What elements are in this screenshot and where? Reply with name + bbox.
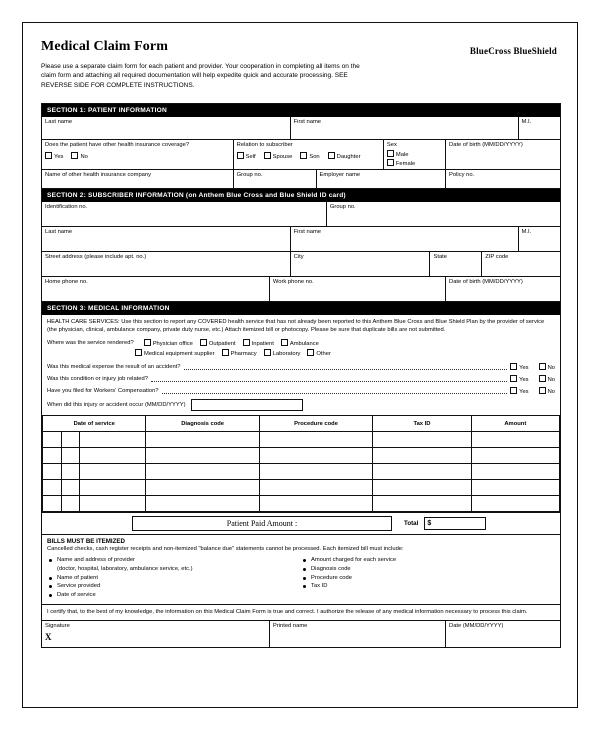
group-no-field-2[interactable]	[327, 202, 560, 226]
patient-last-name-label: Last name	[45, 119, 73, 125]
question-workers-comp-row	[42, 385, 560, 397]
checkbox-icon[interactable]	[510, 363, 517, 370]
patient-mi-field[interactable]	[519, 117, 560, 139]
home-phone-label: Home phone no.	[45, 278, 88, 285]
other-coverage-label: Does the patient have other health insurance coverage?	[45, 142, 190, 148]
cell-amount[interactable]	[471, 464, 559, 480]
rendered-outpatient[interactable]	[200, 339, 236, 347]
rendered-outpatient-label: Outpatient	[208, 341, 236, 348]
table-row[interactable]	[43, 496, 560, 512]
cell-amount[interactable]	[471, 448, 559, 464]
total-label: Total	[404, 520, 419, 528]
list-item-sub: (doctor, hospital, laboratory, ambulance service, etc.)	[57, 565, 193, 572]
rendered-pharmacy-label: Pharmacy	[230, 351, 257, 358]
table-row[interactable]	[43, 480, 560, 496]
checkbox-icon[interactable]	[539, 363, 546, 370]
sex-label: Sex	[386, 142, 397, 148]
printed-name-field[interactable]	[270, 621, 446, 647]
checkbox-icon[interactable]	[510, 375, 517, 382]
page-title: Medical Claim Form	[41, 39, 168, 54]
other-coverage-yes[interactable]	[45, 152, 63, 160]
rendered-inpatient-label: Inpatient	[251, 341, 274, 348]
checkbox-icon[interactable]	[281, 339, 288, 346]
group-no-label-2: Group no.	[329, 203, 356, 210]
other-coverage-yes-label: Yes	[54, 153, 64, 160]
signature-date-label: Date (MM/DD/YYYY)	[449, 622, 504, 629]
checkbox-icon[interactable]	[387, 150, 394, 157]
question-accident-yes[interactable]	[510, 363, 528, 371]
table-row[interactable]	[43, 432, 560, 448]
home-phone-field[interactable]	[42, 277, 270, 301]
policy-no-field[interactable]	[446, 170, 560, 188]
bills-itemized-title: BILLS MUST BE ITEMIZED	[42, 534, 560, 546]
question-job-related-yes-label: Yes	[519, 377, 529, 384]
th-tax-id: Tax ID	[373, 416, 471, 432]
sex-option-female-label: Female	[395, 161, 416, 168]
question-workers-comp-label: Have you filed for Workers' Compensation?	[47, 388, 159, 395]
patient-dob-label: Date of birth (MM/DD/YYYY)	[449, 142, 523, 148]
signature-field[interactable]	[42, 621, 270, 647]
subscriber-last-name-field[interactable]	[42, 227, 291, 251]
cell-amount[interactable]	[471, 480, 559, 496]
cell-tax-id[interactable]	[373, 432, 471, 448]
section-1-bar: SECTION 1: PATIENT INFORMATION	[42, 104, 560, 117]
printed-name-label: Printed name	[272, 622, 308, 629]
identification-no-field[interactable]	[42, 202, 327, 226]
checkbox-icon[interactable]	[264, 349, 271, 356]
state-label: State	[433, 253, 448, 260]
section-2-phone-row	[42, 276, 560, 301]
checkbox-icon[interactable]	[45, 152, 52, 159]
injury-date-input[interactable]	[191, 399, 303, 411]
other-coverage-field[interactable]	[42, 140, 234, 169]
rendered-inpatient[interactable]	[243, 339, 274, 347]
rendered-medical-equipment[interactable]	[135, 349, 215, 357]
patient-last-name-field[interactable]	[42, 117, 291, 139]
cell-tax-id[interactable]	[373, 480, 471, 496]
rendered-other-label: Other	[316, 351, 331, 358]
signature-label: Signature	[45, 622, 70, 629]
intro-text: Please use a separate claim form for each patient and provider. Your cooperation in completing all items on the claim form and attaching all required documentation will help expedite quick and accurate processing. SEE REVERSE SIDE FOR COMPLETE INSTRUCTIONS.	[41, 63, 360, 89]
subscriber-first-name-label: First name	[293, 228, 322, 235]
relation-option-son[interactable]	[300, 152, 319, 160]
bills-itemized-note: Cancelled checks, cash register receipts and non-itemized "balance due" statements cannot be processed. Each itemized bill must include:	[47, 546, 404, 553]
rendered-other[interactable]	[307, 349, 331, 357]
signature-x-mark: X	[45, 631, 52, 642]
list-item: Service provided	[47, 582, 301, 591]
list-item: Tax ID	[301, 582, 555, 591]
cell-procedure-code[interactable]	[259, 432, 372, 448]
dot-leader	[162, 386, 508, 394]
cell-date-of-service[interactable]	[43, 432, 146, 448]
bullets-left-column	[47, 556, 301, 599]
checkbox-icon[interactable]	[71, 152, 78, 159]
subscriber-first-name-field[interactable]	[291, 227, 519, 251]
patient-dob-field[interactable]	[446, 140, 560, 169]
rendered-ambulance[interactable]	[281, 339, 319, 347]
cell-procedure-code[interactable]	[259, 448, 372, 464]
section-3-bar: SECTION 3: MEDICAL INFORMATION	[42, 301, 560, 315]
question-workers-comp-no-label: No	[547, 389, 555, 396]
section-2-id-row	[42, 202, 560, 226]
list-item: Procedure code	[301, 574, 555, 583]
healthcare-services-text: HEALTH CARE SERVICES: Use this section to report any COVERED health service that has not already been reported to this Anthem Blue Cross and Blue Shield Plan by the provider of service (the physician, clinical, ambulance company, private duty nurse, etc.) Attach itemized bill or photocopy. Please be sure that duplicate bills are not submitted.	[47, 318, 545, 333]
cell-amount[interactable]	[471, 496, 559, 512]
signature-date-field[interactable]	[446, 621, 560, 647]
cell-diagnosis-code[interactable]	[146, 448, 259, 464]
checkbox-icon[interactable]	[135, 349, 142, 356]
question-accident-no[interactable]	[539, 363, 555, 371]
relation-option-daughter[interactable]	[328, 152, 361, 160]
checkbox-icon[interactable]	[144, 339, 151, 346]
question-workers-comp-yes-label: Yes	[519, 389, 529, 396]
rendered-laboratory[interactable]	[264, 349, 301, 357]
relation-option-self-label: Self	[245, 153, 256, 160]
cell-date-of-service[interactable]	[43, 464, 146, 480]
section-2-bar: SECTION 2: SUBSCRIBER INFORMATION (on Anthem Blue Cross and Blue Shield ID card)	[42, 188, 560, 202]
other-insurance-company-field[interactable]	[42, 170, 234, 188]
other-insurance-company-label: Name of other health insurance company	[45, 171, 152, 178]
service-rendered-block	[42, 336, 560, 359]
sex-option-male[interactable]	[387, 150, 442, 160]
work-phone-field[interactable]	[270, 277, 446, 301]
zip-label: ZIP code	[485, 253, 509, 260]
checkbox-icon[interactable]	[222, 349, 229, 356]
cell-amount[interactable]	[471, 432, 559, 448]
cell-date-of-service[interactable]	[43, 448, 146, 464]
patient-first-name-field[interactable]	[291, 117, 519, 139]
service-rendered-label: Where was the service rendered?	[47, 340, 134, 347]
group-no-label-1: Group no.	[236, 171, 263, 178]
list-item: Name of patient	[47, 574, 301, 583]
section-1-other-company-row	[42, 169, 560, 188]
th-diagnosis-code: Diagnosis code	[146, 416, 259, 432]
relation-option-son-label: Son	[309, 153, 320, 160]
checkbox-icon[interactable]	[237, 152, 244, 159]
checkbox-icon[interactable]	[264, 152, 271, 159]
group-no-field-1[interactable]	[234, 170, 317, 188]
checkbox-icon[interactable]	[539, 375, 546, 382]
certification-text: I certify that, to the best of my knowledge, the information on this Medical Claim Form is true and correct. I authorize the release of any medical information necessary to process this claim.	[42, 604, 560, 620]
checkbox-icon[interactable]	[510, 387, 517, 394]
employer-name-field[interactable]	[317, 170, 447, 188]
checkbox-icon[interactable]	[243, 339, 250, 346]
checkbox-icon[interactable]	[300, 152, 307, 159]
th-amount: Amount	[471, 416, 559, 432]
question-job-related-row	[42, 373, 560, 385]
street-address-label: Street address (please include apt. no.)	[45, 253, 147, 260]
checkbox-icon[interactable]	[539, 387, 546, 394]
bullets-right-column	[301, 556, 555, 599]
question-workers-comp-yes[interactable]	[510, 387, 528, 395]
form-body	[41, 103, 561, 648]
question-workers-comp-no[interactable]	[539, 387, 555, 395]
signature-row	[42, 620, 560, 647]
question-job-related-label: Was this condition or injury job related?	[47, 376, 148, 383]
injury-date-label: When did this injury or accident occur (MM/DD/YYYY)	[47, 402, 186, 409]
sex-field[interactable]	[384, 140, 446, 169]
other-coverage-no[interactable]	[71, 152, 87, 160]
relation-label: Relation to subscriber	[236, 142, 293, 148]
rendered-physician-office-label: Physician office	[152, 341, 193, 348]
question-job-related-no[interactable]	[539, 375, 555, 383]
section-1-coverage-row	[42, 139, 560, 169]
street-address-field[interactable]	[42, 252, 291, 276]
cell-tax-id[interactable]	[373, 448, 471, 464]
patient-mi-label: M.I.	[521, 119, 532, 125]
sex-option-male-label: Male	[395, 151, 409, 158]
relation-option-spouse[interactable]	[264, 152, 293, 160]
question-accident-no-label: No	[547, 365, 555, 372]
patient-paid-amount-input[interactable]	[132, 516, 392, 531]
subscriber-mi-field[interactable]	[519, 227, 560, 251]
checkbox-icon[interactable]	[307, 349, 314, 356]
rendered-ambulance-label: Ambulance	[289, 341, 319, 348]
bills-bullets	[42, 555, 560, 603]
cell-date-of-service[interactable]	[43, 480, 146, 496]
city-field[interactable]	[291, 252, 431, 276]
rendered-laboratory-label: Laboratory	[272, 351, 301, 358]
city-label: City	[293, 253, 304, 260]
relation-option-spouse-label: Spouse	[272, 153, 293, 160]
identification-no-label: Identification no.	[45, 203, 88, 210]
other-coverage-no-label: No	[80, 153, 88, 160]
cell-tax-id[interactable]	[373, 496, 471, 512]
cell-diagnosis-code[interactable]	[146, 480, 259, 496]
zip-field[interactable]	[482, 252, 560, 276]
checkbox-icon[interactable]	[328, 152, 335, 159]
cell-diagnosis-code[interactable]	[146, 496, 259, 512]
list-item: Name and address of provider	[47, 556, 301, 565]
relation-option-self[interactable]	[237, 152, 256, 160]
question-accident-row	[42, 361, 560, 373]
section-2-address-row	[42, 251, 560, 276]
claim-form-sheet	[22, 22, 578, 708]
table-row[interactable]	[43, 448, 560, 464]
checkbox-icon[interactable]	[200, 339, 207, 346]
services-table-header-row	[43, 416, 560, 432]
policy-no-label: Policy no.	[449, 171, 475, 178]
section-2-name-row	[42, 226, 560, 251]
th-date-of-service: Date of service	[43, 416, 146, 432]
table-row[interactable]	[43, 464, 560, 480]
question-job-related-no-label: No	[547, 377, 555, 384]
subscriber-last-name-label: Last name	[45, 228, 73, 235]
cell-procedure-code[interactable]	[259, 480, 372, 496]
total-currency: $	[427, 520, 432, 528]
form-header	[41, 39, 559, 103]
th-procedure-code: Procedure code	[259, 416, 372, 432]
question-job-related-yes[interactable]	[510, 375, 528, 383]
relation-option-daughter-label: Daughter	[336, 153, 361, 160]
cell-diagnosis-code[interactable]	[146, 432, 259, 448]
cell-diagnosis-code[interactable]	[146, 464, 259, 480]
rendered-pharmacy[interactable]	[222, 349, 257, 357]
subscriber-dob-label: Date of birth (MM/DD/YYYY)	[449, 278, 523, 285]
dot-leader	[151, 374, 507, 382]
brand-logo: BlueCross BlueShield	[469, 46, 557, 56]
rendered-physician-office[interactable]	[144, 339, 193, 347]
section-1-name-row	[42, 117, 560, 139]
subscriber-mi-label: M.I.	[521, 228, 532, 235]
checkbox-icon[interactable]	[387, 159, 394, 166]
list-item: Diagnosis code	[301, 565, 555, 574]
list-item: Amount charged for each service	[301, 556, 555, 565]
sex-option-female[interactable]	[387, 159, 442, 169]
cell-procedure-code[interactable]	[259, 464, 372, 480]
work-phone-label: Work phone no.	[272, 278, 314, 285]
rendered-medical-equipment-label: Medical equipment supplier	[144, 351, 215, 358]
state-field[interactable]	[430, 252, 482, 276]
total-amount-input[interactable]	[424, 517, 486, 530]
list-item: Date of service	[47, 591, 301, 600]
cell-tax-id[interactable]	[373, 464, 471, 480]
injury-date-row	[42, 397, 560, 415]
subscriber-dob-field[interactable]	[446, 277, 560, 301]
question-accident-yes-label: Yes	[519, 365, 529, 372]
patient-first-name-label: First name	[293, 119, 322, 125]
employer-name-label: Employer name	[319, 171, 361, 178]
patient-paid-amount-label: Patient Paid Amount :	[226, 519, 298, 529]
services-table	[42, 415, 560, 512]
cell-date-of-service[interactable]	[43, 496, 146, 512]
relation-to-subscriber-field[interactable]	[234, 140, 384, 169]
question-accident-label: Was this medical expense the result of an accident?	[47, 364, 181, 371]
patient-paid-row	[42, 512, 560, 534]
dot-leader	[184, 362, 508, 370]
cell-procedure-code[interactable]	[259, 496, 372, 512]
